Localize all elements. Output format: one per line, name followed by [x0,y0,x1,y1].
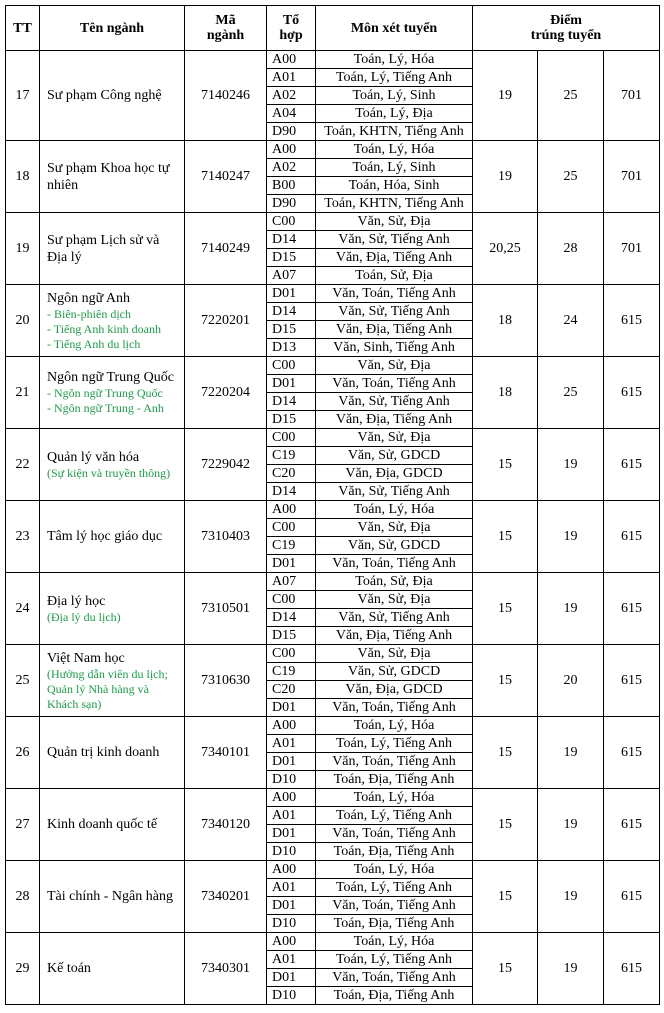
combination-subjects: Toán, Địa, Tiếng Anh [316,987,473,1005]
major-name-cell [40,141,185,213]
score-2: 19 [538,717,604,789]
combination-code: A00 [267,717,316,735]
combination-subjects: Toán, Lý, Tiếng Anh [316,735,473,753]
combination-subjects: Toán, Lý, Hóa [316,141,473,159]
combination-code: A01 [267,879,316,897]
score-2: 25 [538,141,604,213]
combination-code: A07 [267,267,316,285]
combination-code: D01 [267,285,316,303]
score-2: 28 [538,213,604,285]
combination-subjects: Văn, Sử, Địa [316,429,473,447]
combination-code: D10 [267,843,316,861]
score-1: 15 [473,429,538,501]
major-code: 7340101 [185,717,267,789]
row-number: 22 [6,429,40,501]
major-name-cell [40,429,185,501]
combination-subjects: Văn, Địa, Tiếng Anh [316,321,473,339]
major-name-cell [40,357,185,429]
combination-subjects: Toán, Lý, Hóa [316,51,473,69]
combination-code: A02 [267,159,316,177]
combination-code: D01 [267,897,316,915]
table-row [6,285,660,303]
score-2: 19 [538,573,604,645]
combination-subjects: Toán, Lý, Hóa [316,789,473,807]
combination-subjects: Văn, Toán, Tiếng Anh [316,285,473,303]
major-name: Kế toán [47,961,91,976]
combination-subjects: Toán, Lý, Hóa [316,861,473,879]
combination-code: A00 [267,861,316,879]
combination-code: A04 [267,105,316,123]
score-1: 19 [473,51,538,141]
combination-code: D15 [267,411,316,429]
combination-code: C00 [267,429,316,447]
major-specialization: (Địa lý du lịch) [47,609,121,624]
row-number: 26 [6,717,40,789]
combination-subjects: Toán, Sử, Địa [316,573,473,591]
score-1: 15 [473,573,538,645]
major-specialization: - Tiếng Anh kinh doanh [47,321,162,336]
combination-subjects: Văn, Sử, Tiếng Anh [316,303,473,321]
major-name-cell [40,789,185,861]
score-2: 19 [538,933,604,1005]
row-number: 19 [6,213,40,285]
major-code: 7229042 [185,429,267,501]
score-3: 701 [604,51,660,141]
combination-subjects: Toán, Lý, Hóa [316,933,473,951]
major-name-cell [40,213,185,285]
combination-subjects: Văn, Sử, GDCD [316,663,473,681]
combination-subjects: Văn, Toán, Tiếng Anh [316,825,473,843]
major-specialization: - Ngôn ngữ Trung - Anh [47,401,164,415]
score-3: 615 [604,789,660,861]
table-body [6,51,660,1005]
table-row [6,861,660,879]
combination-code: A00 [267,141,316,159]
major-name: Kinh doanh quốc tế [47,817,158,832]
score-1: 20,25 [473,213,538,285]
combination-code: D14 [267,231,316,249]
combination-code: D90 [267,123,316,141]
combination-code: A00 [267,501,316,519]
combination-code: D15 [267,627,316,645]
combination-subjects: Văn, Sử, Địa [316,519,473,537]
combination-subjects: Văn, Sử, Tiếng Anh [316,483,473,501]
combination-code: D90 [267,195,316,213]
score-3: 615 [604,285,660,357]
combination-code: D14 [267,303,316,321]
combination-code: C00 [267,357,316,375]
score-1: 15 [473,789,538,861]
admission-scores-table [5,5,660,1005]
table-row [6,933,660,951]
header-to-hop: Tổ hợp [267,6,316,51]
combination-subjects: Văn, Địa, Tiếng Anh [316,627,473,645]
header-diem-trung-tuyen: Điểm trúng tuyển [473,6,660,51]
header-mon-xet-tuyen: Môn xét tuyển [316,6,473,51]
combination-subjects: Toán, Lý, Tiếng Anh [316,951,473,969]
score-1: 18 [473,357,538,429]
major-name: Quản trị kinh doanh [47,745,160,760]
combination-subjects: Văn, Địa, Tiếng Anh [316,411,473,429]
score-2: 19 [538,501,604,573]
combination-subjects: Văn, Địa, GDCD [316,681,473,699]
combination-subjects: Văn, Toán, Tiếng Anh [316,753,473,771]
score-3: 701 [604,141,660,213]
combination-code: C00 [267,213,316,231]
combination-code: C00 [267,591,316,609]
combination-subjects: Toán, Lý, Hóa [316,501,473,519]
combination-subjects: Văn, Toán, Tiếng Anh [316,555,473,573]
combination-subjects: Toán, Lý, Địa [316,105,473,123]
major-code: 7340201 [185,861,267,933]
table-row [6,501,660,519]
header-ma-nganh: Mã ngành [185,6,267,51]
row-number: 17 [6,51,40,141]
score-2: 19 [538,429,604,501]
combination-code: B00 [267,177,316,195]
major-name-cell [40,861,185,933]
combination-subjects: Toán, Lý, Sinh [316,87,473,105]
combination-subjects: Toán, Lý, Tiếng Anh [316,807,473,825]
major-name: Sư phạm Công nghệ [47,88,162,103]
combination-code: C20 [267,681,316,699]
row-number: 25 [6,645,40,717]
combination-subjects: Văn, Sử, Địa [316,591,473,609]
combination-subjects: Văn, Toán, Tiếng Anh [316,897,473,915]
combination-subjects: Văn, Sử, Tiếng Anh [316,609,473,627]
score-1: 15 [473,645,538,717]
major-name-cell [40,501,185,573]
table-row [6,573,660,591]
combination-subjects: Văn, Sử, Địa [316,213,473,231]
major-name: Ngôn ngữ Trung Quốc [47,370,174,385]
table-row [6,429,660,447]
combination-code: D01 [267,753,316,771]
major-specialization: Khách sạn) [47,696,102,711]
row-number: 29 [6,933,40,1005]
major-specialization: (Sự kiện và truyền thông) [47,465,171,480]
table-row [6,789,660,807]
combination-code: D01 [267,375,316,393]
score-2: 24 [538,285,604,357]
score-2: 25 [538,51,604,141]
combination-subjects: Văn, Sử, GDCD [316,447,473,465]
combination-code: A01 [267,807,316,825]
score-1: 18 [473,285,538,357]
score-1: 15 [473,501,538,573]
table-row [6,645,660,663]
header-tt: TT [6,6,40,51]
combination-code: D10 [267,987,316,1005]
combination-subjects: Toán, Lý, Tiếng Anh [316,69,473,87]
combination-subjects: Văn, Địa, Tiếng Anh [316,249,473,267]
combination-code: D01 [267,969,316,987]
combination-code: A00 [267,51,316,69]
score-3: 615 [604,645,660,717]
major-name: Tài chính - Ngân hàng [47,889,173,904]
major-specialization: (Hướng dẫn viên du lịch; [47,666,168,681]
major-name-cell [40,717,185,789]
score-3: 615 [604,717,660,789]
combination-subjects: Toán, Địa, Tiếng Anh [316,843,473,861]
score-3: 615 [604,429,660,501]
score-1: 15 [473,933,538,1005]
row-number: 18 [6,141,40,213]
combination-subjects: Toán, Địa, Tiếng Anh [316,771,473,789]
combination-code: D15 [267,249,316,267]
combination-code: A01 [267,951,316,969]
major-name: Địa lý học [47,593,106,609]
major-name: Tâm lý học giáo dục [47,529,163,544]
score-3: 615 [604,861,660,933]
major-code: 7310630 [185,645,267,717]
major-name: Việt Nam học [47,650,125,666]
combination-subjects: Toán, Hóa, Sinh [316,177,473,195]
combination-subjects: Văn, Toán, Tiếng Anh [316,969,473,987]
score-1: 15 [473,861,538,933]
combination-code: C20 [267,465,316,483]
row-number: 27 [6,789,40,861]
major-name-cell [40,285,185,357]
major-name-cell [40,933,185,1005]
score-2: 20 [538,645,604,717]
combination-code: C19 [267,447,316,465]
row-number: 24 [6,573,40,645]
combination-subjects: Văn, Toán, Tiếng Anh [316,375,473,393]
row-number: 28 [6,861,40,933]
combination-subjects: Văn, Sử, Địa [316,357,473,375]
combination-code: A02 [267,87,316,105]
major-code: 7220201 [185,285,267,357]
row-number: 23 [6,501,40,573]
major-code: 7140246 [185,51,267,141]
table-row [6,357,660,375]
row-number: 21 [6,357,40,429]
major-name: Sư phạm Lịch sử và Địa lý [47,232,160,265]
score-3: 615 [604,573,660,645]
combination-code: C00 [267,519,316,537]
header-row [6,6,660,51]
combination-code: D10 [267,915,316,933]
header-ten-nganh: Tên ngành [40,6,185,51]
combination-code: C00 [267,645,316,663]
combination-subjects: Văn, Địa, GDCD [316,465,473,483]
combination-subjects: Toán, KHTN, Tiếng Anh [316,195,473,213]
combination-code: D15 [267,321,316,339]
major-code: 7140247 [185,141,267,213]
score-3: 615 [604,501,660,573]
table-row [6,51,660,69]
combination-code: D14 [267,609,316,627]
combination-subjects: Toán, KHTN, Tiếng Anh [316,123,473,141]
major-name-cell [40,645,185,717]
combination-code: D14 [267,393,316,411]
combination-code: D14 [267,483,316,501]
row-number: 20 [6,285,40,357]
major-name-cell [40,51,185,141]
major-specialization: - Tiếng Anh du lịch [47,336,141,351]
major-name: Sư phạm Khoa học tự nhiên [47,160,170,193]
major-code: 7140249 [185,213,267,285]
combination-code: A01 [267,735,316,753]
major-specialization: Quản lý Nhà hàng và [47,681,149,696]
major-specialization: - Ngôn ngữ Trung Quốc [47,386,163,400]
major-name: Ngôn ngữ Anh [47,290,131,306]
table-row [6,717,660,735]
score-3: 615 [604,933,660,1005]
combination-code: A07 [267,573,316,591]
combination-subjects: Văn, Sử, Địa [316,645,473,663]
table-row [6,141,660,159]
table-row [6,213,660,231]
major-code: 7310501 [185,573,267,645]
score-2: 19 [538,861,604,933]
combination-subjects: Văn, Sử, Tiếng Anh [316,231,473,249]
major-specialization: - Biên-phiên dịch [47,306,131,321]
combination-code: D01 [267,825,316,843]
score-1: 19 [473,141,538,213]
combination-subjects: Toán, Lý, Sinh [316,159,473,177]
combination-code: A00 [267,789,316,807]
combination-code: A01 [267,69,316,87]
combination-subjects: Văn, Sử, Tiếng Anh [316,393,473,411]
combination-code: A00 [267,933,316,951]
score-2: 25 [538,357,604,429]
score-3: 615 [604,357,660,429]
combination-code: D13 [267,339,316,357]
combination-subjects: Toán, Sử, Địa [316,267,473,285]
major-code: 7340120 [185,789,267,861]
combination-subjects: Văn, Sử, GDCD [316,537,473,555]
combination-code: C19 [267,663,316,681]
major-code: 7220204 [185,357,267,429]
combination-code: D10 [267,771,316,789]
combination-code: D01 [267,555,316,573]
combination-subjects: Toán, Địa, Tiếng Anh [316,915,473,933]
score-2: 19 [538,789,604,861]
combination-code: D01 [267,699,316,717]
major-code: 7310403 [185,501,267,573]
combination-subjects: Toán, Lý, Tiếng Anh [316,879,473,897]
score-1: 15 [473,717,538,789]
major-code: 7340301 [185,933,267,1005]
major-name: Quản lý văn hóa [47,449,140,465]
score-3: 701 [604,213,660,285]
combination-code: C19 [267,537,316,555]
combination-subjects: Văn, Sinh, Tiếng Anh [316,339,473,357]
major-name-cell [40,573,185,645]
combination-subjects: Văn, Toán, Tiếng Anh [316,699,473,717]
combination-subjects: Toán, Lý, Hóa [316,717,473,735]
